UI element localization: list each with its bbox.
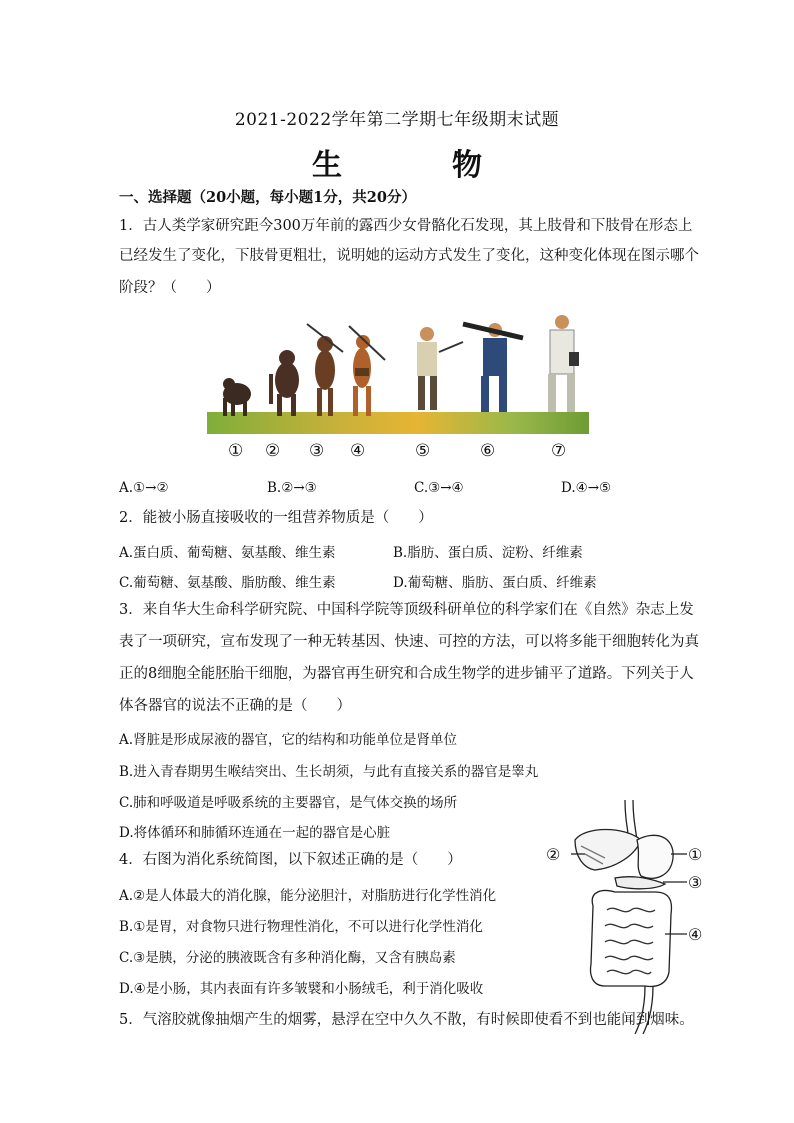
stage-4-hominid — [349, 326, 385, 416]
q1-option-a: A.①→② — [119, 480, 169, 496]
stage-2-ape — [269, 350, 299, 416]
q5-stem: 5．气溶胶就像抽烟产生的烟雾，悬浮在空中久久不散，有时候即使看不到也能闻到烟味。 — [119, 1012, 694, 1028]
q3-line-2: 表了一项研究，宣布发现了一种无转基因、快速、可控的方法，可以将多能干细胞转化为真 — [119, 634, 699, 650]
q4-stem: 4．右图为消化系统简图，以下叙述正确的是（ ） — [119, 852, 462, 868]
q3-option-a: A.肾脏是形成尿液的器官，它的结构和功能单位是肾单位 — [119, 732, 458, 748]
q4-option-c: C.③是胰，分泌的胰液既含有多种消化酶，又含有胰岛素 — [119, 950, 456, 966]
q2-option-b: B.脂肪、蛋白质、淀粉、纤维素 — [393, 545, 583, 561]
q3-option-c: C.肺和呼吸道是呼吸系统的主要器官，是气体交换的场所 — [119, 795, 458, 811]
q4-option-a: A.②是人体最大的消化腺，能分泌胆汁，对脂肪进行化学性消化 — [119, 888, 497, 904]
fig1-label-5: ⑤ — [415, 441, 431, 461]
digestive-system-figure — [545, 796, 715, 1038]
q2-stem: 2．能被小肠直接吸收的一组营养物质是（ ） — [119, 510, 433, 526]
stage-1-ape — [223, 378, 251, 416]
subject-title: 生 物 — [312, 148, 522, 183]
fig1-label-4: ④ — [350, 441, 366, 461]
q3-line-3: 正的8细胞全能胚胎干细胞，为器官再生研究和合成生物学的进步铺平了道路。下列关于人 — [119, 666, 694, 682]
q2-option-c: C.葡萄糖、氨基酸、脂肪酸、维生素 — [119, 575, 336, 591]
q3-option-b: B.进入青春期男生喉结突出、生长胡须，与此有直接关系的器官是睾丸 — [119, 764, 539, 780]
human-evolution-figure — [207, 312, 589, 462]
stage-6-man — [463, 323, 523, 412]
stage-7-man — [548, 315, 579, 412]
q1-option-d: D.④→⑤ — [561, 480, 612, 496]
fig2-label-stomach: ① — [688, 845, 703, 864]
exam-title: 2021-2022学年第二学期七年级期末试题 — [234, 110, 560, 130]
q1-option-b: B.②→③ — [267, 480, 317, 496]
fig1-label-7: ⑦ — [551, 441, 567, 461]
q3-option-d: D.将体循环和肺循环连通在一起的器官是心脏 — [119, 825, 391, 841]
fig1-label-2: ② — [265, 441, 281, 461]
fig2-label-small-intestine: ④ — [688, 925, 703, 944]
stage-5-man — [417, 327, 463, 410]
stage-3-hominid — [307, 324, 343, 416]
fig1-label-6: ⑥ — [480, 441, 496, 461]
fig2-label-pancreas: ③ — [688, 873, 703, 892]
q2-option-a: A.蛋白质、葡萄糖、氨基酸、维生素 — [119, 545, 336, 561]
q4-option-d: D.④是小肠，其内表面有许多皱襞和小肠绒毛，利于消化吸收 — [119, 981, 484, 997]
q1-line-1: 1．古人类学家研究距今300万年前的露西少女骨骼化石发现，其上肢骨和下肢骨在形态上 — [119, 218, 693, 234]
section-heading: 一、选择题（20小题，每小题1分，共20分） — [119, 189, 416, 206]
ground-strip — [207, 412, 589, 434]
q3-line-1: 3．来自华大生命科学研究院、中国科学院等顶级科研单位的科学家们在《自然》杂志上发 — [119, 602, 694, 618]
fig2-label-liver: ② — [546, 845, 561, 864]
q1-line-2: 已经发生了变化，下肢骨更粗壮，说明她的运动方式发生了变化，这种变化体现在图示哪个 — [119, 248, 699, 264]
q1-line-3: 阶段？（ ） — [119, 280, 221, 296]
q1-option-c: C.③→④ — [414, 480, 464, 496]
fig1-label-3: ③ — [309, 441, 325, 461]
q4-option-b: B.①是胃，对食物只进行物理性消化，不可以进行化学性消化 — [119, 919, 483, 935]
fig1-label-1: ① — [228, 441, 244, 461]
q3-line-4: 体各器官的说法不正确的是（ ） — [119, 698, 351, 714]
q2-option-d: D.葡萄糖、脂肪、蛋白质、纤维素 — [393, 575, 597, 591]
